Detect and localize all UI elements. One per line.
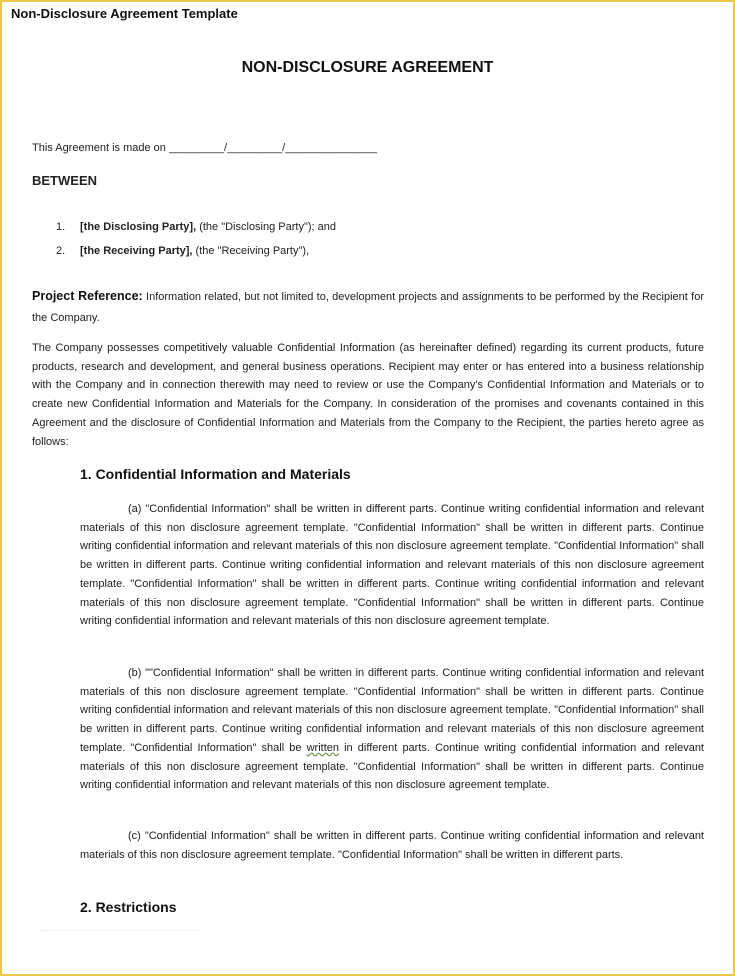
party-name: [the Receiving Party], <box>80 245 193 257</box>
clause-b-text: ""Confidential Information" shall be written in different parts. Continue writing confidential information and relevant materials of this non disclosure agreement template. "Confidential Information" shall be written in different parts. Continue writing confidential information and relevant materials of this non disclosure agreement template. "Confidential Information" shall be written in different parts. Continue writing confidential information and relevant materials of this non disclosure agreement template. "Confidential Information" shall be <box>80 667 705 754</box>
spellcheck-word: written <box>306 741 339 754</box>
party-item <box>56 221 336 233</box>
agreement-date-line: This Agreement is made on _________/_________/_______________ <box>32 142 377 154</box>
clause-c-text: (c) "Confidential Information" shall be written in different parts. Continue writing confidential information and relevant materials of this non disclosure agreement template. "Confidential Information" shall be written in different parts. <box>80 830 704 861</box>
intro-paragraph: The Company possesses competitively valuable Confidential Information (as hereinafter defined) regarding its current products, future products, research and development, and general business operations. Recipient may enter or has entered into a business relationship with the Company and in connection therewith may need to review or use the Company's Confidential Information and Materials or to create new Confidential Information and Materials for the Company. In consideration of the promises and covenants contained in this Agreement and the disclosure of Confidential Information and Materials from the Company to the Recipient, the parties hereto agree as follows: <box>32 342 704 448</box>
clause-a-prefix: (a) <box>128 503 146 515</box>
agreement-title: NON-DISCLOSURE AGREEMENT <box>241 59 494 76</box>
project-reference-text: Information related, but not limited to, development projects and assignments to be performed by the Recipient for the Company. <box>32 291 704 324</box>
faint-watermark-line <box>40 924 200 931</box>
party-name: [the Disclosing Party], <box>80 221 197 233</box>
party-number: 1. <box>56 221 66 233</box>
clause-b <box>80 664 704 795</box>
party-number: 2. <box>56 245 66 257</box>
clause-a-text: "Confidential Information" shall be written in different parts. Continue writing confidential information and relevant materials of this non disclosure agreement template. "Confidential Information" shall be written in different parts. Continue writing confidential information and relevant materials of this non disclosure agreement template. "Confidential Information" shall be written in different parts. Continue writing confidential information and relevant materials of this non disclosure agreement template. "Confidential Information" shall be written in different parts. Continue writing confidential information and relevant materials of this non disclosure agreement template. "Confidential Information" shall be written in different parts. Continue writing confidential information and relevant materials of this non disclosure agreement template. <box>80 503 705 628</box>
between-heading: BETWEEN <box>32 173 97 188</box>
project-reference-label: Project Reference: <box>32 289 143 303</box>
clause-a <box>80 500 704 631</box>
party-item <box>56 245 309 257</box>
section-2-heading: 2. Restrictions <box>80 899 177 915</box>
clause-b-prefix: (b) <box>128 667 146 679</box>
clause-b-text-continued: in different parts. Continue writing confidential information and relevant materials of this non disclosure agreement template. "Confidential Information" shall be written in different parts. Continue writing confidential information and relevant materials of this non disclosure agreement template. <box>80 741 704 792</box>
document-label: Non-Disclosure Agreement Template <box>11 6 238 21</box>
clause-c <box>80 827 704 864</box>
section-1-heading: 1. Confidential Information and Materials <box>80 466 351 482</box>
party-description: (the "Disclosing Party"); and <box>196 221 337 233</box>
party-description: (the "Receiving Party"), <box>192 245 310 257</box>
project-reference <box>32 286 704 329</box>
